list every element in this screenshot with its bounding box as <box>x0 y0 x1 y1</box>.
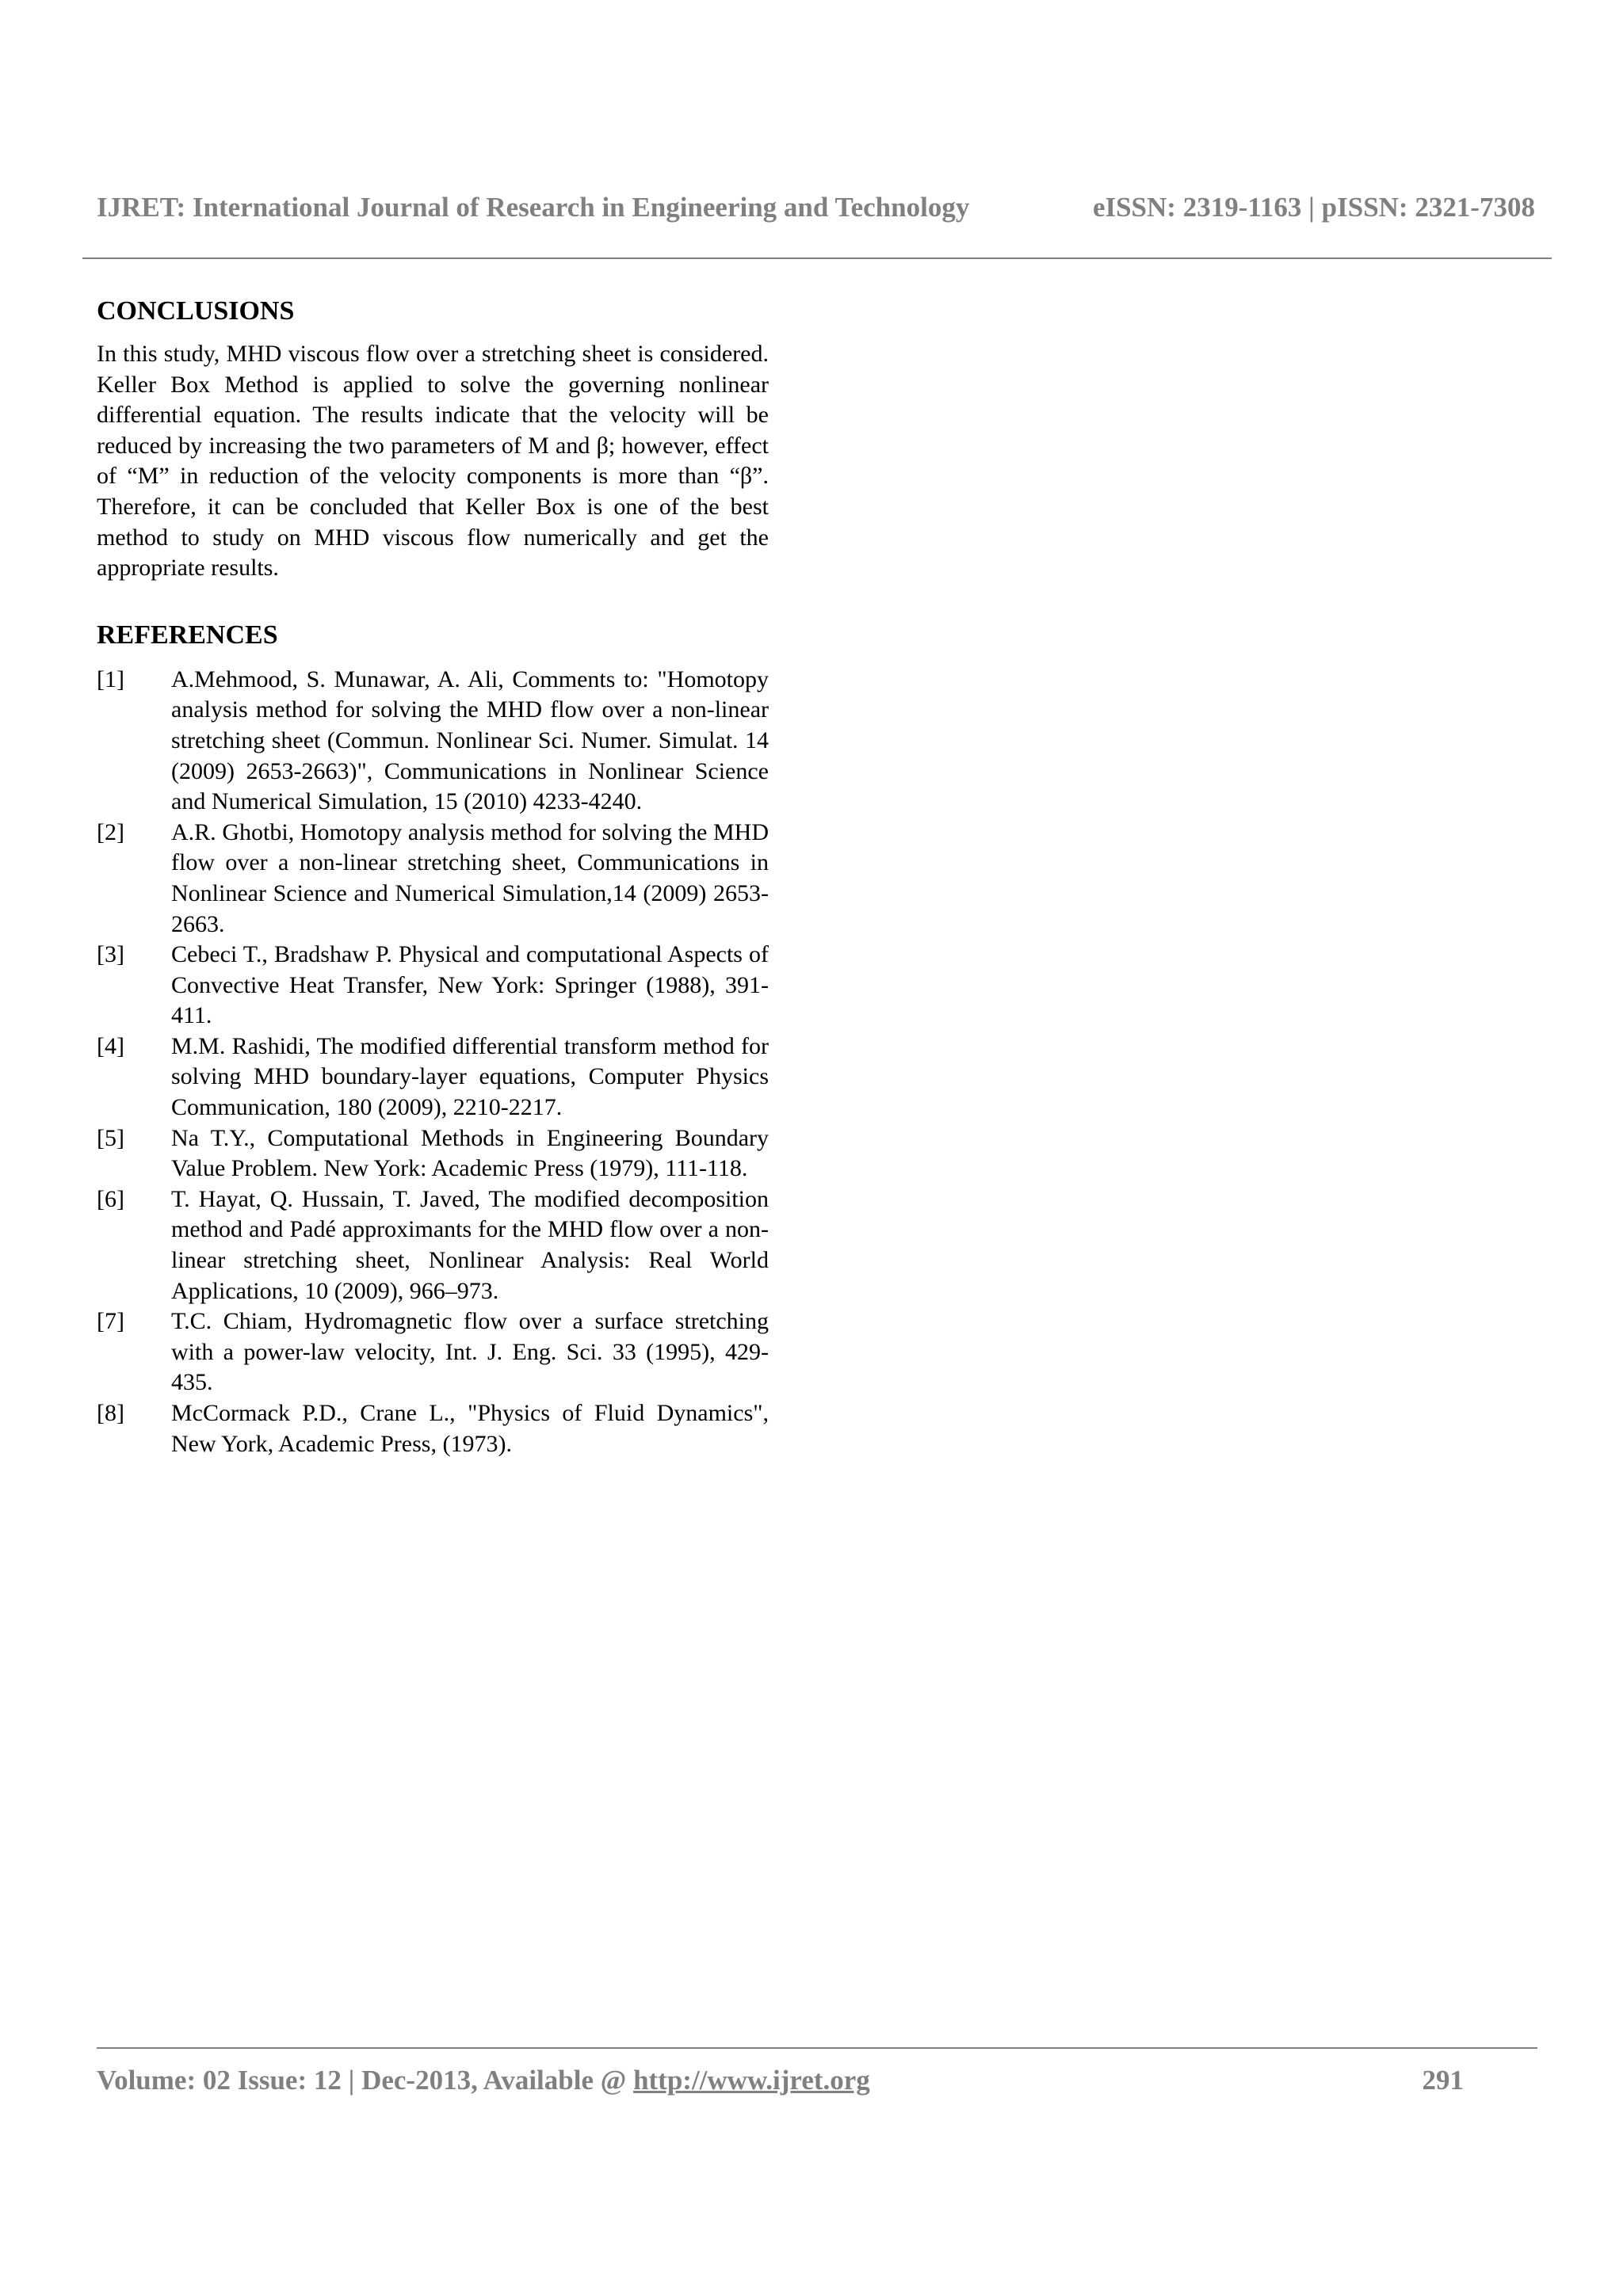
reference-number: [5] <box>97 1124 124 1151</box>
reference-text: M.M. Rashidi, The modified differential transform method for solving MHD boundary-layer equations, Computer Physics Communication, 180 (2009), 2210-2217. <box>171 1032 769 1121</box>
references-heading: REFERENCES <box>97 620 278 650</box>
header-divider <box>82 257 1552 259</box>
issn-info: eISSN: 2319-1163 | pISSN: 2321-7308 <box>1092 192 1535 223</box>
reference-list <box>97 665 769 1459</box>
reference-item <box>97 818 769 940</box>
reference-text: T. Hayat, Q. Hussain, T. Javed, The modified decomposition method and Padé approximants for the MHD flow over a non-linear stretching sheet, Nonlinear Analysis: Real World Applications, 10 (2009), 966–973. <box>171 1185 769 1304</box>
reference-item <box>97 1184 769 1306</box>
reference-item <box>97 1032 769 1123</box>
reference-number: [3] <box>97 941 124 968</box>
page-header <box>97 192 1535 231</box>
volume-info: Volume: 02 Issue: 12 | Dec-2013, Available @ <box>97 2065 634 2096</box>
reference-number: [4] <box>97 1032 124 1059</box>
journal-title: IJRET: International Journal of Research in Engineering and Technology <box>97 192 970 223</box>
journal-link[interactable]: http://www.ijret.org <box>633 2065 870 2096</box>
conclusions-paragraph: In this study, MHD viscous flow over a stretching sheet is considered. Keller Box Method is applied to solve the governing nonlinear differential equation. The results indicate that the velocity will be reduced by increasing the two parameters of M and β; however, effect of “M” in reduction of the velocity components is more than “β”. Therefore, it can be concluded that Keller Box is one of the best method to study on MHD viscous flow numerically and get the appropriate results. <box>97 341 769 582</box>
reference-item <box>97 665 769 818</box>
reference-text: Cebeci T., Bradshaw P. Physical and computational Aspects of Convective Heat Transfer, New York: Springer (1988), 391-411. <box>171 941 769 1029</box>
page-number: 291 <box>1422 2065 1464 2096</box>
footer-volume <box>97 2065 870 2096</box>
reference-number: [7] <box>97 1308 124 1335</box>
footer-divider <box>97 2047 1537 2049</box>
reference-text: A.Mehmood, S. Munawar, A. Ali, Comments to: "Homotopy analysis method for solving the MHD flow over a non-linear stretching sheet (Commun. Nonlinear Sci. Numer. Simulat. 14 (2009) 2653-2663)", Communications in Nonlinear Science and Numerical Simulation, 15 (2010) 4233-4240. <box>171 666 769 815</box>
reference-number: [6] <box>97 1185 124 1212</box>
reference-number: [2] <box>97 818 124 845</box>
reference-text: McCormack P.D., Crane L., "Physics of Fluid Dynamics", New York, Academic Press, (1973). <box>171 1400 769 1457</box>
reference-text: Na T.Y., Computational Methods in Engineering Boundary Value Problem. New York: Academic Press (1979), 111-118. <box>171 1124 769 1182</box>
reference-text: T.C. Chiam, Hydromagnetic flow over a surface stretching with a power-law velocity, Int. J. Eng. Sci. 33 (1995), 429-435. <box>171 1308 769 1396</box>
reference-item <box>97 940 769 1032</box>
reference-text: A.R. Ghotbi, Homotopy analysis method for solving the MHD flow over a non-linear stretching sheet, Communications in Nonlinear Science and Numerical Simulation,14 (2009) 2653-2663. <box>171 818 769 937</box>
reference-item <box>97 1306 769 1398</box>
reference-number: [1] <box>97 666 124 692</box>
reference-item <box>97 1123 769 1184</box>
main-column <box>97 293 769 1459</box>
conclusions-heading: CONCLUSIONS <box>97 296 295 326</box>
reference-number: [8] <box>97 1400 124 1426</box>
reference-item <box>97 1398 769 1459</box>
page-footer <box>97 2065 1464 2104</box>
